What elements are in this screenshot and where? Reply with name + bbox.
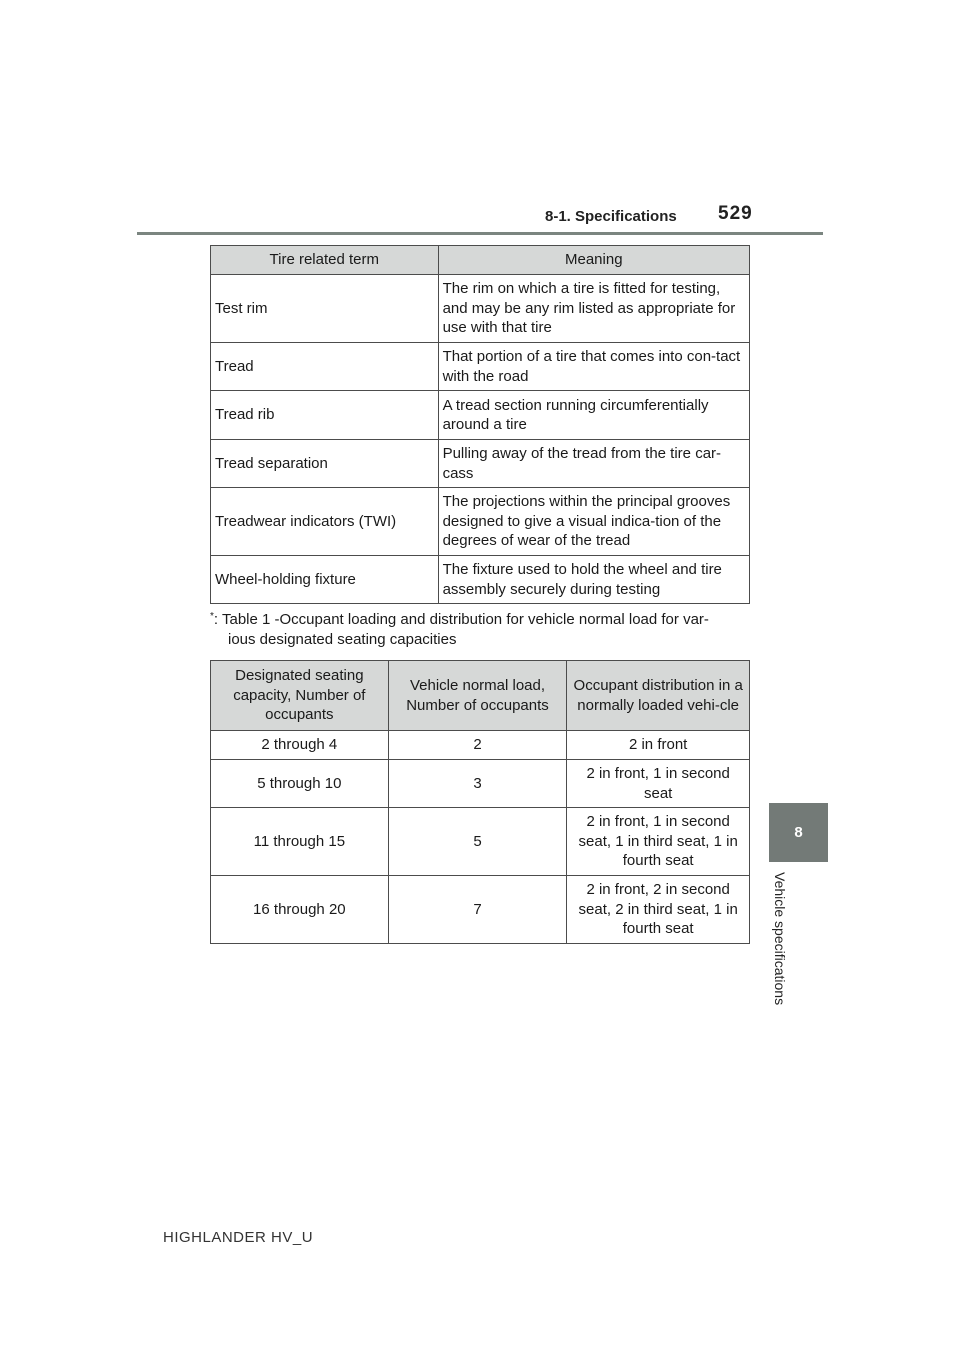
capacity-cell: 5 through 10 <box>211 760 389 808</box>
meaning-cell: The rim on which a tire is fitted for testing, and may be any rim listed as appropriate for use with that tire <box>438 275 749 343</box>
footnote-line: ious designated seating capacities <box>228 630 457 648</box>
capacity-cell: 16 through 20 <box>211 876 389 944</box>
capacity-cell: 2 through 4 <box>211 731 389 760</box>
footnote-marker: * <box>210 611 214 622</box>
table-footnote <box>210 610 755 649</box>
section-title: 8-1. Specifications <box>545 208 677 225</box>
table-row <box>211 808 750 876</box>
load-cell: 3 <box>388 760 567 808</box>
table-row <box>211 556 750 604</box>
header-divider <box>137 232 823 235</box>
distribution-cell: 2 in front, 2 in second seat, 2 in third seat, 1 in fourth seat <box>567 876 750 944</box>
distribution-cell: 2 in front, 1 in second seat <box>567 760 750 808</box>
load-cell: 7 <box>388 876 567 944</box>
meaning-cell: A tread section running circumferentially around a tire <box>438 391 749 440</box>
column-header: Occupant distribution in a normally loaded vehi-cle <box>567 661 750 731</box>
term-cell: Test rim <box>211 275 439 343</box>
term-cell: Tread rib <box>211 391 439 440</box>
chapter-number: 8 <box>794 824 803 841</box>
chapter-label: Vehicle specifications <box>772 872 788 1006</box>
term-cell: Tread separation <box>211 440 439 488</box>
table-row <box>211 876 750 944</box>
distribution-cell: 2 in front <box>567 731 750 760</box>
table-row <box>211 391 750 440</box>
term-cell: Treadwear indicators (TWI) <box>211 488 439 556</box>
column-header: Tire related term <box>211 246 439 275</box>
vehicle-model-footer: HIGHLANDER HV_U <box>163 1229 314 1246</box>
column-header: Vehicle normal load, Number of occupants <box>388 661 567 731</box>
capacity-cell: 11 through 15 <box>211 808 389 876</box>
table-row <box>211 440 750 488</box>
tire-terms-table <box>210 245 750 604</box>
term-cell: Tread <box>211 343 439 391</box>
load-cell: 2 <box>388 731 567 760</box>
distribution-cell: 2 in front, 1 in second seat, 1 in third seat, 1 in fourth seat <box>567 808 750 876</box>
meaning-cell: Pulling away of the tread from the tire car-cass <box>438 440 749 488</box>
page-number: 529 <box>718 203 753 224</box>
table-row <box>211 343 750 391</box>
table-row <box>211 731 750 760</box>
footnote-line: : Table 1 -Occupant loading and distribution for vehicle normal load for var- <box>213 611 709 628</box>
table-header-row <box>211 661 750 731</box>
chapter-tab[interactable] <box>769 803 828 862</box>
term-cell: Wheel-holding fixture <box>211 556 439 604</box>
meaning-cell: That portion of a tire that comes into con-tact with the road <box>438 343 749 391</box>
table-row <box>211 760 750 808</box>
column-header: Designated seating capacity, Number of occupants <box>211 661 389 731</box>
table-row <box>211 275 750 343</box>
meaning-cell: The projections within the principal grooves designed to give a visual indica-tion of the degrees of wear of the tread <box>438 488 749 556</box>
column-header: Meaning <box>438 246 749 275</box>
table-row <box>211 488 750 556</box>
meaning-cell: The fixture used to hold the wheel and tire assembly securely during testing <box>438 556 749 604</box>
table-header-row <box>211 246 750 275</box>
occupant-loading-table <box>210 660 750 944</box>
load-cell: 5 <box>388 808 567 876</box>
